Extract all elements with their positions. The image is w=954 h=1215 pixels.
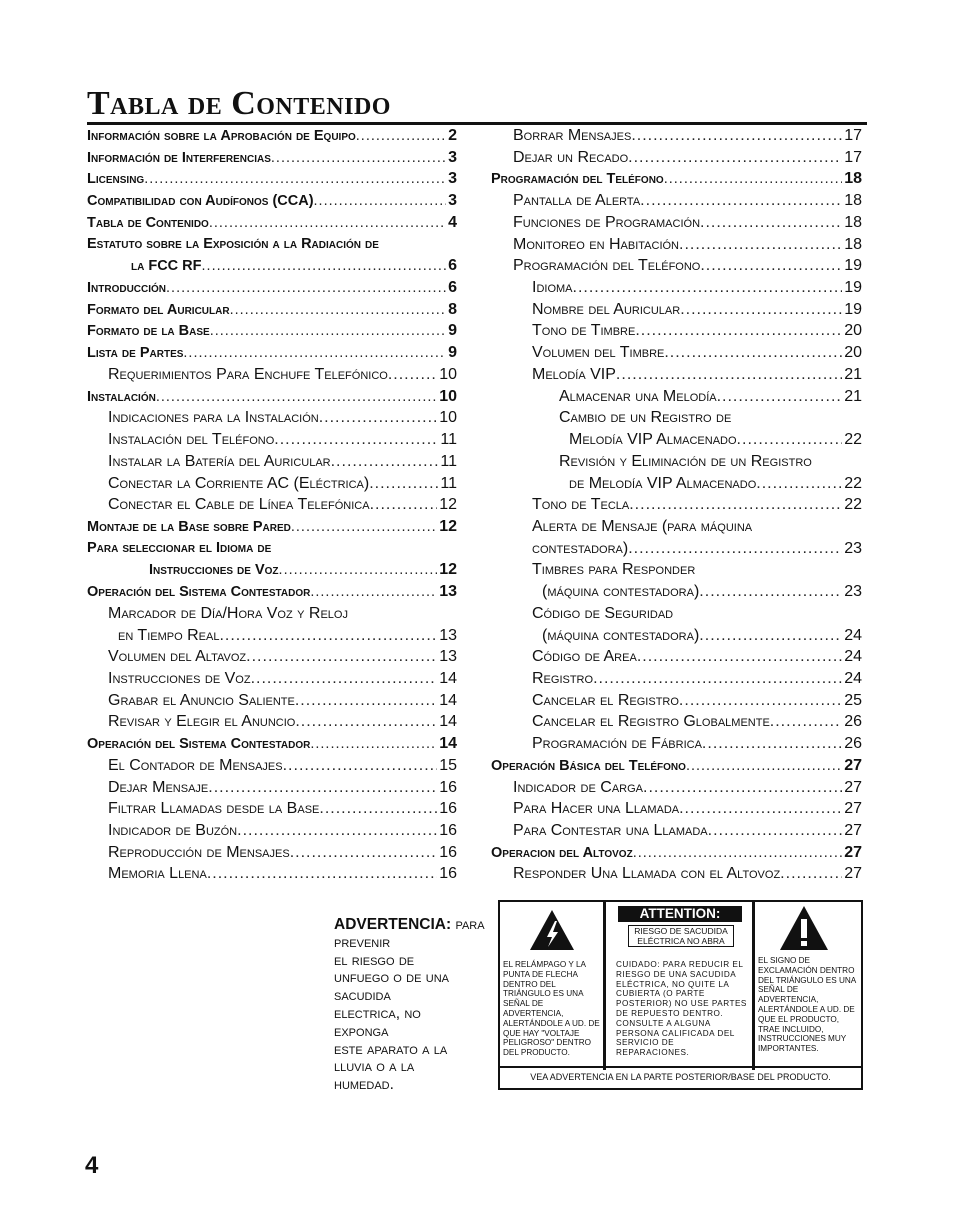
- toc-entry: [87, 648, 457, 670]
- toc-leader-dots: [679, 800, 842, 818]
- toc-entry-title: Conectar la Corriente AC (Eléctrica): [108, 474, 370, 492]
- toc-entry: [87, 713, 457, 735]
- toc-entry: [87, 214, 457, 236]
- toc-entry: [491, 127, 862, 149]
- toc-entry-title: Almacenar una Melodía: [559, 387, 717, 405]
- toc-entry-page: 11: [440, 474, 457, 492]
- toc-entry: [491, 388, 862, 410]
- toc-entry: [87, 192, 457, 214]
- toc-leader-dots: [643, 779, 842, 797]
- toc-entry-title: la FCC RF: [131, 258, 202, 275]
- toc-entry-page: 12: [439, 561, 457, 579]
- toc-entry-title: Indicador de Buzón: [108, 822, 238, 839]
- toc-entry-title: contestadora): [532, 539, 629, 557]
- toc-entry-title: Nombre del Auricular: [532, 300, 681, 318]
- warning-text: [334, 916, 494, 1094]
- toc-entry: [491, 475, 862, 497]
- toc-entry-page: 4: [448, 213, 457, 231]
- toc-entry: [87, 475, 457, 497]
- toc-leader-dots: [686, 758, 842, 774]
- toc-entry-page: 20: [844, 344, 862, 362]
- toc-entry: [491, 605, 862, 627]
- toc-leader-dots: [279, 562, 438, 578]
- toc-leader-dots: [208, 779, 437, 797]
- toc-leader-dots: [251, 670, 438, 688]
- toc-entry-title: Operación del Sistema Contestador: [87, 736, 311, 753]
- toc-entry-page: 18: [844, 213, 862, 231]
- toc-entry-title: Programación del Teléfono: [513, 257, 701, 275]
- warning-line: humedad.: [334, 1076, 394, 1094]
- lightning-panel: [500, 902, 606, 1070]
- safety-warning-box: [498, 900, 863, 1090]
- toc-entry: [87, 170, 457, 192]
- toc-leader-dots: [202, 258, 447, 274]
- toc-entry: [87, 388, 457, 410]
- toc-entry-title: Volumen del Timbre: [532, 344, 665, 362]
- toc-entry: [87, 757, 457, 779]
- toc-entry: [87, 322, 457, 344]
- toc-leader-dots: [616, 366, 842, 384]
- shock-risk-label: RIESGO DE SACUDIDA ELÉCTRICA NO ABRA: [628, 925, 734, 947]
- warning-line: unfuego o de una: [334, 969, 449, 987]
- caution-text: CUIDADO: PARA REDUCIR EL RIESGO DE UNA SACUDIDA ELÉCTRICA, NO QUITE LA CUBIERTA (O PARTE POSTERIOR) NO USE PARTES DE REPUESTO DENTRO. CONSULTE A ALGUNA PERSONA CALIFICADA DEL SERVICIO DE REPARACIONES.: [616, 960, 747, 1058]
- toc-entry-title: Indicaciones para la Instalación: [108, 409, 319, 427]
- toc-entry-page: 16: [439, 800, 457, 818]
- toc-entry: [87, 800, 457, 822]
- toc-entry-title: Instalar la Batería del Auricular: [108, 452, 331, 470]
- lightning-warning-icon: [528, 908, 576, 952]
- toc-entry-title: Introducción: [87, 280, 167, 297]
- toc-leader-dots: [290, 844, 438, 862]
- warning-line: exponga: [334, 1022, 389, 1040]
- toc-leader-dots: [291, 519, 437, 535]
- toc-entry-title: Dejar un Recado: [513, 148, 629, 166]
- toc-entry-title: Instrucciones de Voz: [149, 562, 279, 579]
- toc-entry-title: Filtrar Llamadas desde la Base: [108, 800, 320, 818]
- toc-left-column: [87, 127, 457, 887]
- toc-entry-title: Dejar Mensaje: [108, 778, 209, 796]
- toc-entry-page: 14: [439, 669, 457, 687]
- toc-entry-page: 20: [844, 322, 862, 340]
- attention-panel: [606, 902, 755, 1070]
- toc-entry-title: Borrar Mensajes: [513, 127, 632, 144]
- toc-leader-dots: [699, 627, 842, 645]
- toc-entry: [87, 844, 457, 866]
- toc-entry: [87, 301, 457, 323]
- toc-entry: [491, 279, 862, 301]
- toc-entry-title: Monitoreo en Habitación: [513, 235, 679, 253]
- toc-entry-title: Marcador de Día/Hora Voz y Reloj: [108, 604, 348, 622]
- toc-leader-dots: [388, 366, 437, 384]
- warning-line: sacudida: [334, 987, 391, 1005]
- toc-entry-page: 15: [439, 756, 457, 774]
- toc-leader-dots: [283, 757, 438, 775]
- warning-line: para: [455, 916, 485, 933]
- toc-entry-page: 17: [844, 127, 862, 144]
- toc-entry-page: 10: [439, 365, 457, 383]
- toc-leader-dots: [314, 193, 447, 209]
- toc-leader-dots: [717, 388, 843, 406]
- toc-entry: [87, 605, 457, 627]
- toc-entry-title: Formato de la Base: [87, 323, 210, 340]
- exclamation-panel: [755, 902, 861, 1070]
- toc-entry: [491, 431, 862, 453]
- toc-entry-page: 27: [844, 822, 862, 839]
- toc-leader-dots: [183, 345, 446, 361]
- toc-leader-dots: [230, 302, 447, 318]
- toc-leader-dots: [699, 583, 842, 601]
- toc-leader-dots: [156, 389, 437, 405]
- toc-leader-dots: [631, 127, 842, 145]
- toc-entry-title: en Tiempo Real: [118, 626, 220, 644]
- toc-entry: [491, 192, 862, 214]
- toc-leader-dots: [319, 409, 438, 427]
- toc-entry-page: 23: [844, 583, 862, 601]
- toc-entry: [491, 540, 862, 562]
- toc-entry-page: 21: [844, 387, 862, 405]
- toc-entry: [491, 627, 862, 649]
- toc-entry: [491, 518, 862, 540]
- toc-leader-dots: [310, 584, 437, 600]
- toc-entry: [491, 496, 862, 518]
- toc-entry-page: 11: [440, 452, 457, 470]
- toc-entry: [491, 865, 862, 887]
- toc-entry-title: Memoria Llena: [108, 865, 207, 883]
- toc-leader-dots: [219, 627, 437, 645]
- toc-entry: [491, 561, 862, 583]
- toc-entry-title: de Melodía VIP Almacenado: [569, 474, 757, 492]
- warning-footer: VEA ADVERTENCIA EN LA PARTE POSTERIOR/BASE DEL PRODUCTO.: [500, 1066, 861, 1088]
- page-title: Tabla de Contenido: [87, 85, 391, 122]
- toc-entry-title: Operación del Sistema Contestador: [87, 584, 311, 601]
- toc-leader-dots: [708, 822, 843, 840]
- toc-entry: [87, 236, 457, 258]
- warning-line: lluvia o a la: [334, 1058, 415, 1076]
- toc-entry-title: Instrucciones de Voz: [108, 669, 251, 687]
- toc-entry-page: 14: [439, 691, 457, 709]
- toc-entry-title: (máquina contestadora): [542, 583, 700, 601]
- toc-leader-dots: [628, 540, 842, 558]
- toc-entry: [87, 865, 457, 887]
- toc-entry-page: 17: [844, 148, 862, 166]
- toc-entry-page: 19: [844, 300, 862, 318]
- toc-entry-title: Revisión y Eliminación de un Registro: [559, 452, 812, 470]
- toc-leader-dots: [664, 171, 843, 187]
- toc-entry-page: 21: [844, 365, 862, 383]
- toc-entry: [491, 236, 862, 258]
- toc-leader-dots: [702, 735, 842, 753]
- toc-entry: [491, 822, 862, 844]
- toc-entry: [87, 366, 457, 388]
- toc-entry-title: Tono de Timbre: [532, 322, 636, 340]
- toc-entry-title: Operación Básica del Teléfono: [491, 757, 686, 774]
- toc-entry-title: Pantalla de Alerta: [513, 192, 641, 210]
- toc-leader-dots: [664, 344, 842, 362]
- toc-leader-dots: [593, 670, 842, 688]
- toc-entry-page: 14: [439, 735, 457, 753]
- toc-entry-page: 16: [439, 822, 457, 839]
- toc-leader-dots: [635, 322, 842, 340]
- toc-entry-title: Operacion del Altovoz: [491, 844, 633, 861]
- toc-leader-dots: [679, 692, 842, 710]
- toc-entry: [87, 431, 457, 453]
- toc-entry-title: Información de Interferencias: [87, 149, 271, 166]
- toc-leader-dots: [369, 475, 438, 493]
- toc-entry-page: 2: [448, 127, 457, 144]
- toc-entry: [491, 170, 862, 192]
- toc-entry-title: Indicador de Carga: [513, 778, 644, 796]
- toc-entry-title: Conectar el Cable de Línea Telefónica: [108, 496, 370, 514]
- toc-entry-page: 27: [844, 843, 862, 861]
- toc-entry-title: (máquina contestadora): [542, 626, 700, 644]
- toc-entry-page: 10: [439, 409, 457, 427]
- toc-entry-page: 3: [448, 170, 457, 188]
- toc-leader-dots: [370, 496, 438, 514]
- toc-entry-title: Cancelar el Registro Globalmente: [532, 713, 770, 731]
- toc-leader-dots: [640, 192, 842, 210]
- toc-entry: [491, 583, 862, 605]
- toc-leader-dots: [246, 648, 437, 666]
- toc-leader-dots: [295, 692, 437, 710]
- toc-entry-page: 26: [844, 735, 862, 753]
- toc-entry-page: 27: [844, 778, 862, 796]
- toc-entry-title: Programación del Teléfono: [491, 171, 664, 188]
- toc-entry: [491, 844, 862, 866]
- toc-entry-title: Para seleccionar el Idioma de: [87, 539, 272, 556]
- toc-entry-title: Revisar y Elegir el Anuncio: [108, 713, 296, 731]
- toc-leader-dots: [295, 713, 437, 731]
- page-number: 4: [85, 1152, 99, 1179]
- toc-entry-title: Formato del Auricular: [87, 301, 230, 318]
- toc-entry-title: Cancelar el Registro: [532, 691, 679, 709]
- toc-leader-dots: [680, 301, 842, 319]
- toc-entry: [87, 149, 457, 171]
- toc-entry: [491, 409, 862, 431]
- toc-leader-dots: [319, 800, 437, 818]
- toc-entry: [87, 670, 457, 692]
- toc-entry-title: Tono de Tecla: [532, 496, 630, 514]
- toc-entry-title: Código de Area: [532, 648, 637, 666]
- toc-entry-title: Lista de Partes: [87, 345, 184, 362]
- exclamation-warning-icon: [778, 904, 830, 952]
- toc-entry: [491, 344, 862, 366]
- toc-entry: [491, 692, 862, 714]
- toc-entry: [87, 822, 457, 844]
- toc-right-column: [491, 127, 862, 887]
- toc-leader-dots: [633, 845, 843, 861]
- toc-entry: [491, 648, 862, 670]
- lightning-text: EL RELÁMPAGO Y LA PUNTA DE FLECHA DENTRO DEL TRIÁNGULO ES UNA SEÑAL DE ADVERTENCIA, ALERTÁNDOLE A UD. DE QUE HAY "VOLTAJE PELIGROSO" DENTRO DEL PRODUCTO.: [503, 960, 600, 1058]
- toc-entry-page: 26: [844, 713, 862, 731]
- title-rule: [87, 122, 867, 125]
- toc-entry: [491, 779, 862, 801]
- toc-leader-dots: [144, 171, 446, 187]
- toc-entry: [491, 670, 862, 692]
- toc-leader-dots: [274, 431, 438, 449]
- toc-entry-page: 24: [844, 648, 862, 666]
- toc-entry: [87, 257, 457, 279]
- toc-entry-page: 24: [844, 669, 862, 687]
- toc-entry-page: 9: [448, 322, 457, 340]
- toc-leader-dots: [780, 865, 842, 883]
- toc-entry-page: 3: [448, 192, 457, 210]
- toc-entry: [87, 518, 457, 540]
- toc-entry: [491, 366, 862, 388]
- toc-entry-page: 27: [844, 756, 862, 774]
- toc-entry-page: 22: [844, 496, 862, 514]
- toc-entry: [87, 344, 457, 366]
- toc-entry-page: 13: [439, 626, 457, 644]
- toc-entry: [491, 149, 862, 171]
- toc-entry-title: Requerimientos Para Enchufe Telefónico: [108, 365, 388, 383]
- toc-entry-page: 22: [844, 474, 862, 492]
- warning-line: electrica, no: [334, 1004, 421, 1022]
- toc-entry-page: 10: [439, 387, 457, 405]
- toc-entry-page: 13: [439, 583, 457, 601]
- toc-entry-title: Melodía VIP Almacenado: [569, 431, 737, 449]
- toc-entry-page: 12: [439, 517, 457, 535]
- toc-entry-title: Compatibilidad con Audífonos (CCA): [87, 193, 314, 210]
- toc-leader-dots: [331, 453, 439, 471]
- toc-entry-title: Grabar el Anuncio Saliente: [108, 691, 295, 709]
- toc-leader-dots: [737, 431, 843, 449]
- toc-leader-dots: [637, 648, 842, 666]
- toc-entry-page: 6: [448, 279, 457, 297]
- toc-entry-page: 16: [439, 778, 457, 796]
- toc-entry: [87, 496, 457, 518]
- toc-entry: [87, 692, 457, 714]
- toc-entry: [491, 713, 862, 735]
- toc-entry-title: Idioma: [532, 279, 573, 297]
- toc-entry-title: Tabla de Contenido: [87, 214, 209, 231]
- toc-leader-dots: [756, 475, 842, 493]
- toc-entry: [87, 779, 457, 801]
- toc-leader-dots: [700, 214, 842, 232]
- toc-entry: [491, 301, 862, 323]
- toc-leader-dots: [310, 736, 437, 752]
- toc-entry-title: Reproducción de Mensajes: [108, 843, 290, 861]
- attention-label: ATTENTION:: [618, 906, 742, 922]
- toc-entry-page: 27: [844, 800, 862, 818]
- toc-entry-page: 25: [844, 691, 862, 709]
- toc-entry-title: Código de Seguridad: [532, 604, 674, 622]
- toc-entry: [87, 583, 457, 605]
- toc-entry: [87, 627, 457, 649]
- toc-entry-title: Timbres para Responder: [532, 561, 696, 579]
- toc-entry-title: Montaje de la Base sobre Pared: [87, 518, 291, 535]
- exclamation-text: EL SIGNO DE EXCLAMACIÓN DENTRO DEL TRIÁNGULO ES UNA SEÑAL DE ADVERTENCIA, ALERTÁNDOLE A UD. DE QUE EL PRODUCTO, TRAE INCLUIDO, INSTRUCCIONES MUY IMPORTANTES.: [758, 956, 856, 1054]
- toc-entry: [491, 735, 862, 757]
- toc-entry-page: 14: [439, 713, 457, 731]
- toc-entry-page: 23: [844, 539, 862, 557]
- toc-entry-page: 12: [439, 496, 457, 514]
- toc-entry-title: Programación de Fábrica: [532, 735, 702, 753]
- toc-entry: [87, 409, 457, 431]
- toc-entry-title: Funciones de Programación: [513, 213, 701, 231]
- toc-leader-dots: [700, 257, 842, 275]
- toc-leader-dots: [679, 236, 842, 254]
- toc-entry-page: 3: [448, 148, 457, 166]
- toc-leader-dots: [628, 149, 842, 167]
- toc-entry-title: Registro: [532, 669, 594, 687]
- toc-entry: [491, 800, 862, 822]
- warning-line: prevenir: [334, 933, 391, 951]
- toc-entry: [491, 453, 862, 475]
- toc-entry-title: Información sobre la Aprobación de Equipo: [87, 128, 356, 144]
- toc-entry-page: 16: [439, 865, 457, 883]
- toc-entry-page: 18: [844, 170, 862, 188]
- toc-leader-dots: [271, 150, 446, 166]
- toc-leader-dots: [209, 215, 446, 231]
- toc-entry-page: 22: [844, 431, 862, 449]
- toc-entry: [491, 214, 862, 236]
- toc-entry: [87, 453, 457, 475]
- toc-leader-dots: [573, 279, 843, 297]
- toc-entry-page: 19: [844, 257, 862, 275]
- toc-entry-page: 19: [844, 279, 862, 297]
- toc-entry-page: 16: [439, 843, 457, 861]
- toc-entry-title: Licensing: [87, 171, 145, 188]
- toc-entry: [491, 322, 862, 344]
- toc-entry-title: Para Contestar una Llamada: [513, 822, 708, 839]
- toc-leader-dots: [166, 280, 446, 296]
- toc-leader-dots: [207, 865, 437, 883]
- toc-entry-title: Volumen del Altavoz: [108, 648, 247, 666]
- toc-entry: [491, 757, 862, 779]
- toc-entry-title: Melodía VIP: [532, 365, 616, 383]
- toc-entry-page: 18: [844, 235, 862, 253]
- toc-entry: [87, 561, 457, 583]
- warning-lead: ADVERTENCIA:: [334, 916, 452, 933]
- toc-leader-dots: [237, 822, 437, 840]
- warning-line: este aparato a la: [334, 1040, 448, 1058]
- toc-leader-dots: [356, 128, 446, 144]
- toc-entry-title: Estatuto sobre la Exposición a la Radiación de: [87, 235, 379, 252]
- toc-entry-page: 6: [448, 257, 457, 275]
- toc-entry-title: Instalación: [87, 388, 156, 405]
- toc-entry: [87, 127, 457, 149]
- toc-entry-title: Responder Una Llamada con el Altovoz: [513, 865, 781, 883]
- toc-leader-dots: [770, 713, 842, 731]
- toc-leader-dots: [629, 496, 842, 514]
- toc-entry-page: 8: [448, 300, 457, 318]
- toc-entry: [87, 540, 457, 562]
- toc-entry-page: 11: [440, 431, 457, 449]
- toc-entry-title: Instalación del Teléfono: [108, 431, 275, 449]
- toc-entry: [87, 279, 457, 301]
- toc-entry-title: El Contador de Mensajes: [108, 756, 283, 774]
- toc-leader-dots: [210, 323, 446, 339]
- toc-entry-page: 24: [844, 626, 862, 644]
- toc-entry-page: 18: [844, 192, 862, 210]
- warning-line: el riesgo de: [334, 951, 415, 969]
- toc-entry-page: 27: [844, 865, 862, 883]
- toc-entry-title: Alerta de Mensaje (para máquina: [532, 517, 753, 535]
- toc-entry-title: Para Hacer una Llamada: [513, 800, 680, 818]
- toc-entry: [491, 257, 862, 279]
- toc-entry-page: 9: [448, 344, 457, 362]
- toc-entry-title: Cambio de un Registro de: [559, 409, 732, 427]
- toc-entry-page: 13: [439, 648, 457, 666]
- toc-entry: [87, 735, 457, 757]
